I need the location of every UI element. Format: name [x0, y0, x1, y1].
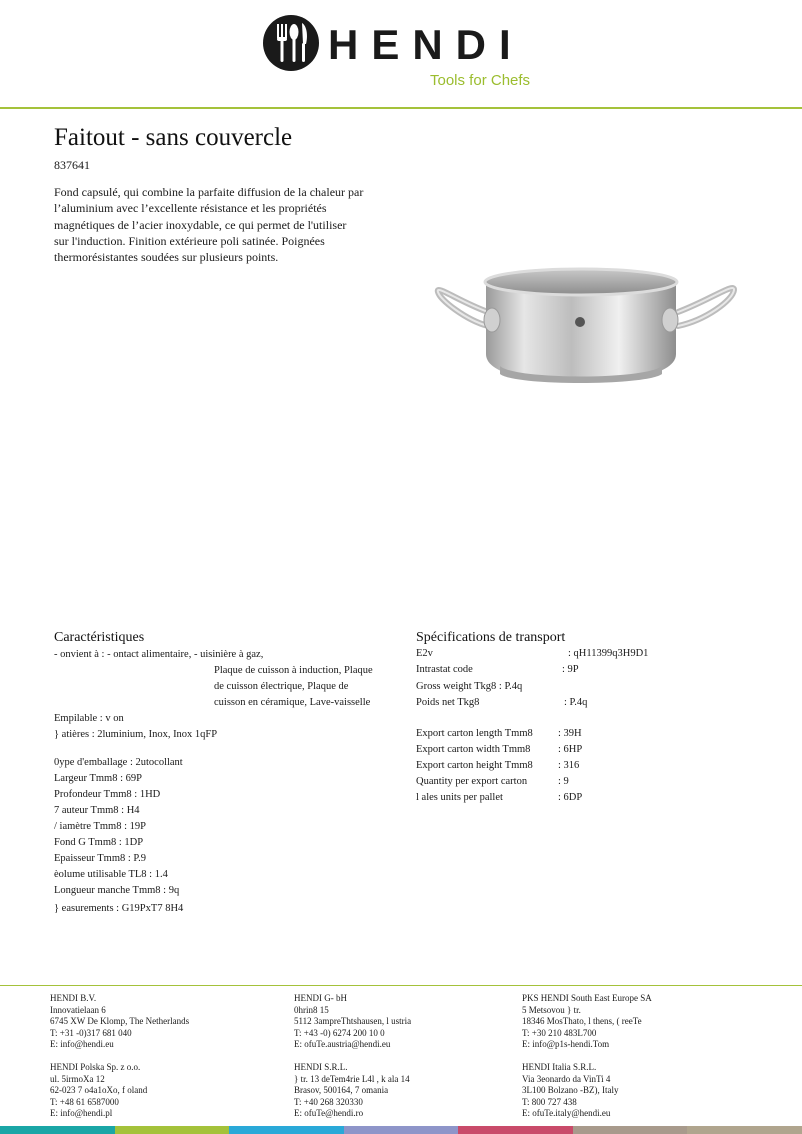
brand-tagline: Tools for Chefs	[430, 72, 531, 89]
transport-value: : qH11399q3H9D1	[568, 648, 649, 659]
address-line: Via 3eonardo da VinTi 4	[522, 1073, 611, 1084]
address-email: E: info@hendi.pl	[50, 1108, 113, 1119]
transport-row	[416, 776, 569, 787]
transport-title: Spécifications de transport	[416, 630, 566, 645]
color-bar-segment	[0, 1126, 115, 1134]
characteristics-line: / iamètre Tmm8 : 19P	[54, 821, 146, 832]
address-line: 6745 XW De Klomp, The Netherlands	[50, 1016, 190, 1027]
color-bar-segment	[115, 1126, 230, 1134]
header-divider	[0, 107, 802, 109]
characteristics-line: Fond G Tmm8 : 1DP	[54, 837, 144, 848]
transport-value: : P.4q	[564, 697, 588, 708]
transport-label: Poids net Tkg8	[416, 697, 480, 708]
address-line: } tr. 13 deTem4rie L4l , k ala 14	[294, 1073, 410, 1084]
address-phone: T: +30 210 483L700	[522, 1027, 597, 1038]
characteristics-line: } atières : 2luminium, Inox, Inox 1qFP	[54, 729, 218, 740]
address-block	[50, 993, 189, 1051]
address-email: E: ofuTe@hendi.ro	[294, 1108, 364, 1119]
characteristics-line: } easurements : G19PxT7 8H4	[54, 903, 184, 914]
address-line: 3L100 Bolzano -BZ), Italy	[522, 1085, 619, 1096]
characteristics-line: Profondeur Tmm8 : 1HD	[54, 789, 161, 800]
address-company: HENDI S.R.L.	[294, 1062, 348, 1072]
address-phone: T: +48 61 6587000	[50, 1096, 119, 1107]
characteristics-suitable: - onvient à : - ontact alimentaire, - uisinière à gaz,	[54, 649, 264, 660]
color-bar-segment	[229, 1126, 344, 1134]
address-email: E: ofuTe.italy@hendi.eu	[522, 1108, 611, 1119]
transport-row	[416, 681, 522, 692]
footer-color-bar	[0, 1126, 802, 1134]
characteristics-suitable-line: Plaque de cuisson à induction, Plaque	[214, 665, 373, 676]
transport-label: Export carton height Tmm8	[416, 760, 533, 771]
transport-row	[416, 728, 582, 739]
address-line: 18346 MosThato, l thens, ( reeTe	[522, 1016, 642, 1027]
transport-label: Intrastat code	[416, 664, 473, 675]
address-company: HENDI Polska Sp. z o.o.	[50, 1062, 141, 1072]
transport-label: Export carton width Tmm8	[416, 744, 531, 755]
characteristics-line: Largeur Tmm8 : 69P	[54, 773, 142, 784]
address-block	[294, 993, 411, 1051]
address-company: HENDI B.V.	[50, 993, 97, 1003]
transport-value: : 6HP	[558, 744, 583, 755]
address-company: HENDI G- bH	[294, 993, 347, 1003]
characteristics-line: 0ype d'emballage : 2utocollant	[54, 757, 183, 768]
address-line: Innovatielaan 6	[50, 1004, 106, 1015]
color-bar-segment	[573, 1126, 688, 1134]
characteristics-line: 7 auteur Tmm8 : H4	[54, 805, 140, 816]
transport-value: : 9	[558, 776, 569, 787]
transport-row	[416, 744, 583, 755]
transport-label: Quantity per export carton	[416, 776, 528, 787]
brand-name: HENDI	[328, 21, 524, 68]
address-line: 62-023 7 o4a1oXo, f oland	[50, 1085, 148, 1096]
characteristics-suitable-line: cuisson en céramique, Lave-vaisselle	[214, 697, 371, 708]
transport-value: : 316	[558, 760, 580, 771]
address-phone: T: +43 -0) 6274 200 10 0	[294, 1027, 385, 1038]
address-email: E: ofuTe.austria@hendi.eu	[294, 1039, 391, 1050]
color-bar-segment	[344, 1126, 459, 1134]
address-email: E: info@p1s-hendi.Tom	[522, 1039, 610, 1050]
address-company: PKS HENDI South East Europe SA	[522, 993, 652, 1003]
characteristics-line: Empilable : v on	[54, 713, 124, 724]
address-block	[294, 1062, 410, 1120]
transport-row	[416, 760, 580, 771]
transport-row	[416, 664, 579, 675]
transport-label: l ales units per pallet	[416, 792, 503, 803]
hendi-logo	[262, 14, 562, 94]
characteristics-suitable-line: de cuisson électrique, Plaque de	[214, 681, 349, 692]
transport-value: : 6DP	[558, 792, 583, 803]
product-title: Faitout - sans couvercle	[54, 124, 293, 151]
transport-row	[416, 648, 649, 659]
address-phone: T: +40 268 320330	[294, 1096, 363, 1107]
footer-divider	[0, 985, 802, 986]
address-block	[522, 993, 652, 1051]
color-bar-segment	[687, 1126, 802, 1134]
address-line: 0hrin8 15	[294, 1004, 329, 1015]
address-email: E: info@hendi.eu	[50, 1039, 114, 1050]
product-reference: 837641	[54, 158, 90, 172]
characteristics-line: Epaisseur Tmm8 : P.9	[54, 853, 146, 864]
stockpot-icon	[430, 262, 750, 402]
address-phone: T: +31 -0)317 681 040	[50, 1027, 132, 1038]
address-line: Brasov, 500164, 7 omania	[294, 1085, 389, 1096]
transport-row	[416, 792, 583, 803]
transport-label: Export carton length Tmm8	[416, 728, 533, 739]
transport-label: E2v	[416, 648, 433, 659]
transport-row	[416, 697, 588, 708]
transport-value: : 39H	[558, 728, 582, 739]
address-phone: T: 800 727 438	[522, 1096, 577, 1107]
product-description: Fond capsulé, qui combine la parfaite diffusion de la chaleur par l’aluminium avec l’excellente résistance et les propriétés magnétiques de l’acier inoxydable, ce qui permet de l'utiliser sur l'induction. Finition extérieure poli satinée. Poignées thermorésistantes soudées sur plusieurs points.	[54, 185, 364, 265]
transport-value: : 9P	[562, 664, 579, 675]
hendi-logo-mark-icon	[262, 14, 320, 72]
characteristics-line: Longueur manche Tmm8 : 9q	[54, 885, 180, 896]
characteristics-line: èolume utilisable TL8 : 1.4	[54, 869, 168, 880]
color-bar-segment	[458, 1126, 573, 1134]
address-block	[522, 1062, 618, 1120]
address-line: 5 Metsovou } tr.	[522, 1004, 581, 1015]
address-block	[50, 1062, 147, 1120]
transport-label: Gross weight Tkg8 : P.4q	[416, 681, 523, 692]
address-line: ul. 5irmoXa 12	[50, 1073, 105, 1084]
characteristics-title: Caractéristiques	[54, 630, 145, 645]
address-company: HENDI Italia S.R.L.	[522, 1062, 597, 1072]
address-line: 5112 3ampreThtshausen, l ustria	[294, 1016, 412, 1027]
